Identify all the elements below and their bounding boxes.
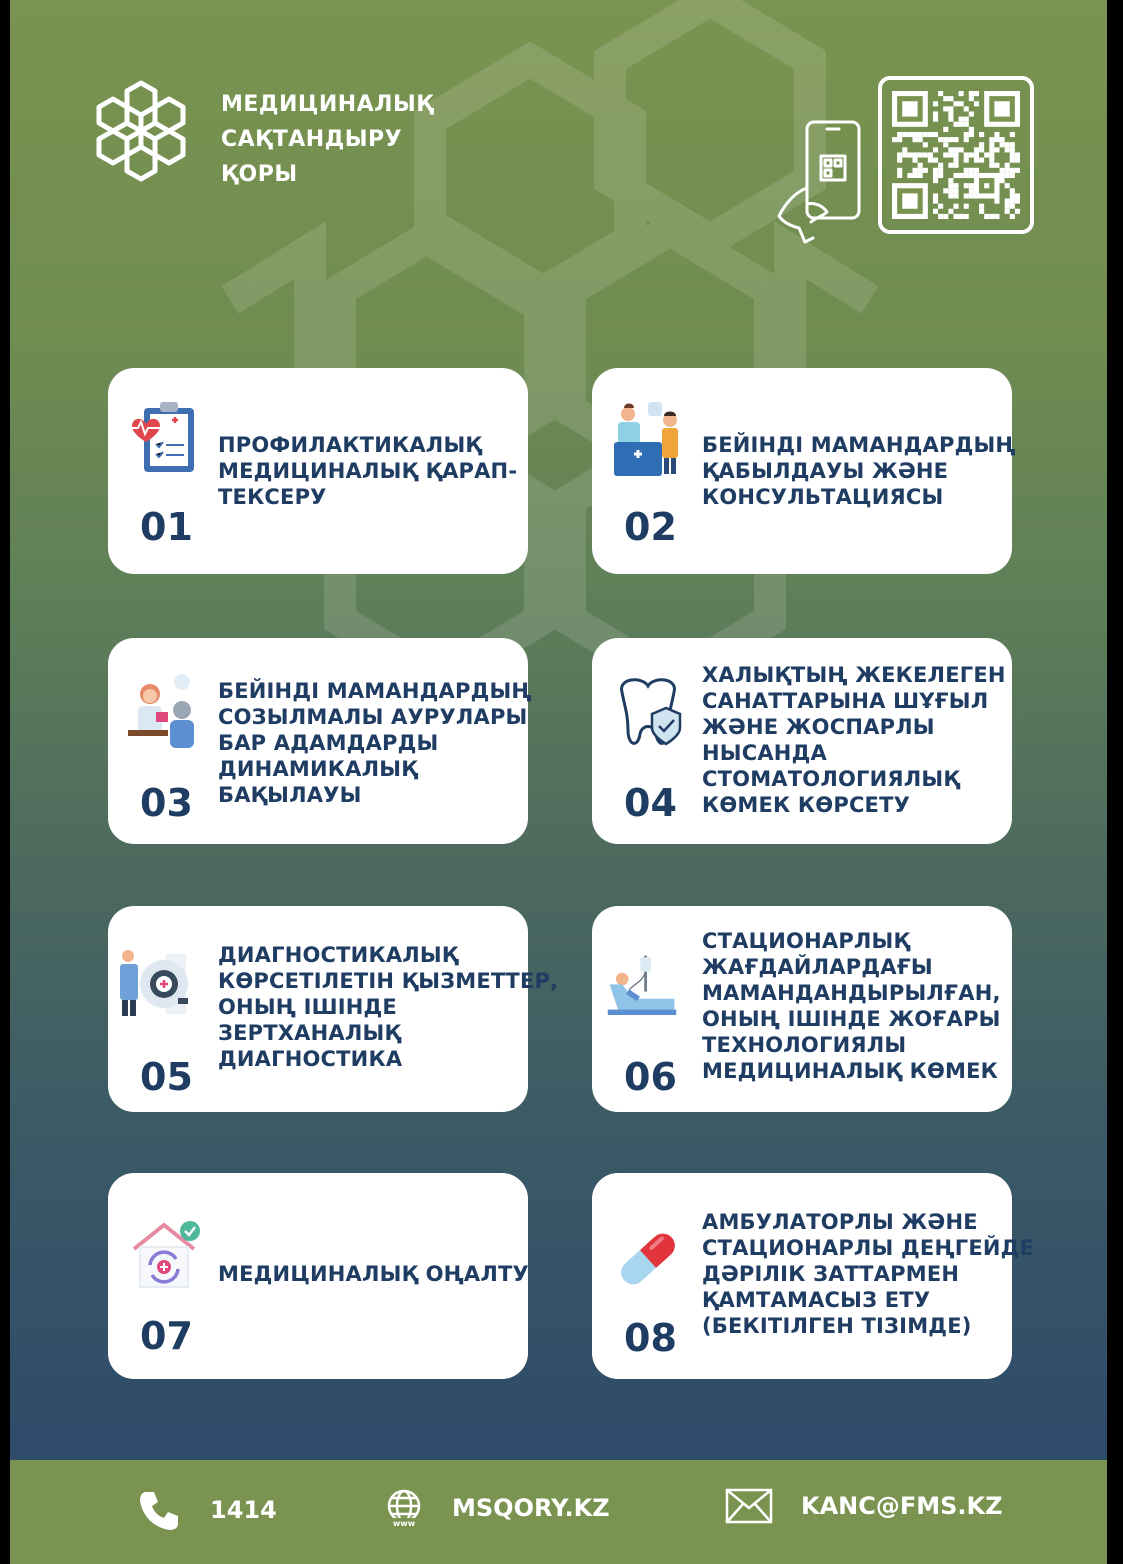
qr-module <box>1000 173 1005 178</box>
card-text <box>218 942 558 1072</box>
qr-module <box>918 152 923 157</box>
footer <box>10 1460 1107 1564</box>
card-line: ОНЫҢ ІШІНДЕ <box>218 995 397 1019</box>
card-line: СТАЦИОНАРЛЫ ДЕҢГЕЙДЕ <box>702 1236 1035 1260</box>
qr-module <box>1005 199 1010 204</box>
qr-module <box>964 173 969 178</box>
qr-module <box>933 158 938 163</box>
qr-module <box>943 214 948 219</box>
card-line: КӨМЕК КӨРСЕТУ <box>702 793 911 817</box>
card-line: ЖАҒДАЙЛАРДАҒЫ <box>702 955 933 979</box>
qr-module <box>943 137 948 142</box>
qr-module <box>943 127 948 132</box>
qr-module <box>918 163 923 168</box>
mri-scanner-icon <box>116 944 188 1024</box>
qr-module <box>897 173 902 178</box>
envelope-icon <box>725 1488 773 1524</box>
qr-module <box>897 158 902 163</box>
qr-module <box>943 152 948 157</box>
qr-module <box>943 188 948 193</box>
service-card-05 <box>108 906 559 1112</box>
qr-module <box>979 147 984 152</box>
qr-module <box>897 152 902 157</box>
qr-module <box>1010 199 1015 204</box>
qr-module <box>964 193 969 198</box>
qr-module <box>948 183 953 188</box>
card-line: ДӘРІЛІК ЗАТТАРМЕН <box>702 1262 960 1286</box>
qr-module <box>953 204 958 209</box>
card-line: ҚАБЫЛДАУЫ ЖӘНЕ <box>702 459 949 483</box>
phone-icon <box>138 1488 182 1532</box>
qr-module <box>974 168 979 173</box>
card-line: ХАЛЫҚТЫҢ ЖЕКЕЛЕГЕН <box>702 663 1006 687</box>
card-line: ЖӘНЕ ЖОСПАРЛЫ <box>702 715 935 739</box>
qr-module <box>953 152 958 157</box>
doctor-reception-icon <box>612 398 684 478</box>
qr-module <box>1005 204 1010 209</box>
qr-module <box>938 204 943 209</box>
qr-module <box>902 193 917 208</box>
qr-module <box>964 214 969 219</box>
qr-module <box>953 183 958 188</box>
card-line: ТЕХНОЛОГИЯЛЫ <box>702 1033 907 1057</box>
qr-module <box>1015 158 1020 163</box>
qr-module <box>902 152 907 157</box>
card-text <box>218 432 517 510</box>
qr-module <box>959 173 964 178</box>
qr-module <box>948 178 953 183</box>
qr-module <box>989 152 994 157</box>
qr-module <box>918 173 923 178</box>
qr-module <box>959 147 964 152</box>
qr-module <box>969 127 974 132</box>
qr-module <box>964 158 969 163</box>
qr-module <box>907 152 912 157</box>
card-line: СТОМАТОЛОГИЯЛЫҚ <box>702 767 960 791</box>
qr-module <box>938 173 943 178</box>
qr-module <box>897 168 902 173</box>
service-card-01 <box>108 368 528 574</box>
hospital-bed-icon <box>606 948 678 1028</box>
qr-module <box>1010 173 1015 178</box>
qr-module <box>1005 173 1010 178</box>
qr-module <box>938 137 943 142</box>
qr-module <box>1000 178 1005 183</box>
qr-module <box>933 209 938 214</box>
card-text <box>702 432 1016 510</box>
qr-module <box>902 132 907 137</box>
qr-module <box>933 147 938 152</box>
qr-module <box>938 91 943 96</box>
qr-module <box>918 132 923 137</box>
qr-module <box>994 101 1009 116</box>
globe-www-icon <box>384 1488 424 1528</box>
qr-module <box>964 122 969 127</box>
qr-module <box>918 168 923 173</box>
qr-module <box>907 173 912 178</box>
qr-module <box>948 111 953 116</box>
qr-module <box>969 111 974 116</box>
qr-module <box>912 168 917 173</box>
qr-module <box>1015 199 1020 204</box>
qr-module <box>994 132 999 137</box>
qr-module <box>892 137 897 142</box>
qr-module <box>1010 193 1015 198</box>
qr-module <box>912 137 917 142</box>
qr-module <box>923 152 928 157</box>
brand-line: САҚТАНДЫРУ <box>221 127 403 152</box>
qr-module <box>1015 193 1020 198</box>
qr-module <box>948 96 953 101</box>
qr-module <box>969 183 974 188</box>
qr-module <box>933 132 938 137</box>
qr-module <box>928 158 933 163</box>
qr-module <box>918 137 923 142</box>
qr-module <box>912 173 917 178</box>
qr-module <box>979 142 984 147</box>
qr-module <box>953 193 958 198</box>
qr-module <box>989 214 994 219</box>
qr-module <box>943 96 948 101</box>
qr-module <box>897 137 902 142</box>
card-line: САНАТТАРЫНА ШҰҒЫЛ <box>702 689 989 713</box>
clipboard-heart-icon <box>128 398 200 478</box>
doctor-patient-icon <box>128 672 200 752</box>
qr-module <box>984 152 989 157</box>
qr-module <box>1015 152 1020 157</box>
qr-module <box>1000 137 1005 142</box>
card-line: ҚАМТАМАСЫЗ ЕТУ <box>702 1288 931 1312</box>
qr-module <box>964 183 969 188</box>
qr-module <box>979 132 984 137</box>
qr-module <box>969 96 974 101</box>
footer-website[interactable] <box>384 1488 610 1528</box>
qr-module <box>994 214 999 219</box>
qr-module <box>964 117 969 122</box>
qr-module <box>948 106 953 111</box>
card-line: АМБУЛАТОРЛЫ ЖӘНЕ <box>702 1210 978 1234</box>
qr-module <box>979 209 984 214</box>
qr-module <box>964 152 969 157</box>
card-line: ОНЫҢ ІШІНДЕ ЖОҒАРЫ <box>702 1007 1001 1031</box>
qr-module <box>964 168 969 173</box>
qr-module <box>948 188 953 193</box>
qr-code[interactable] <box>878 76 1034 234</box>
qr-module <box>964 204 969 209</box>
qr-module <box>953 101 958 106</box>
qr-module <box>984 183 989 188</box>
qr-module <box>974 101 979 106</box>
card-line: ДИНАМИКАЛЫҚ <box>218 757 418 781</box>
qr-module <box>897 132 902 137</box>
qr-module <box>964 137 969 142</box>
card-number: 03 <box>140 781 193 825</box>
qr-module <box>948 117 953 122</box>
qr-module <box>1010 168 1015 173</box>
card-line: СТАЦИОНАРЛЫҚ <box>702 929 910 953</box>
qr-module <box>933 168 938 173</box>
service-card-02 <box>592 368 1016 574</box>
qr-module <box>994 137 999 142</box>
card-number: 06 <box>624 1055 677 1099</box>
card-text <box>702 1209 1034 1339</box>
qr-module <box>974 147 979 152</box>
qr-module <box>953 214 958 219</box>
qr-module <box>948 152 953 157</box>
qr-module <box>959 122 964 127</box>
qr-module <box>953 163 958 168</box>
qr-module <box>1010 214 1015 219</box>
qr-module <box>953 188 958 193</box>
qr-module <box>969 91 974 96</box>
qr-module <box>969 173 974 178</box>
card-number: 08 <box>624 1316 677 1360</box>
qr-module <box>959 214 964 219</box>
qr-module <box>994 163 999 168</box>
qr-module <box>938 214 943 219</box>
qr-module <box>953 158 958 163</box>
brand-header <box>85 75 434 192</box>
qr-module <box>994 199 999 204</box>
pill-capsule-icon <box>612 1219 684 1299</box>
qr-module <box>989 142 994 147</box>
snowflake-hexagon-logo-icon <box>85 75 197 187</box>
qr-module <box>969 188 974 193</box>
qr-module <box>989 137 994 142</box>
card-line: ПРОФИЛАКТИКАЛЫҚ <box>218 433 482 457</box>
card-line: СОЗЫЛМАЛЫ АУРУЛАРЫ <box>218 705 528 729</box>
qr-module <box>923 142 928 147</box>
qr-module <box>969 193 974 198</box>
qr-module <box>1015 209 1020 214</box>
qr-module <box>912 158 917 163</box>
qr-module <box>1010 158 1015 163</box>
poster <box>10 0 1107 1564</box>
card-text <box>218 1261 529 1287</box>
qr-module <box>1000 168 1005 173</box>
qr-module <box>989 163 994 168</box>
card-number: 05 <box>140 1055 193 1099</box>
qr-module <box>989 158 994 163</box>
qr-module <box>979 204 984 209</box>
qr-module <box>1010 152 1015 157</box>
qr-module <box>948 137 953 142</box>
brand-line: МЕДИЦИНАЛЫҚ <box>221 92 434 117</box>
qr-module <box>974 91 979 96</box>
qr-module <box>1000 142 1005 147</box>
service-card-06 <box>592 906 1012 1112</box>
qr-module <box>964 106 969 111</box>
qr-module <box>1010 204 1015 209</box>
hand-phone-scan-icon <box>775 118 865 248</box>
qr-module <box>933 117 938 122</box>
brand-name <box>221 87 434 192</box>
qr-code-icon <box>892 90 1020 220</box>
website-link[interactable]: MSQORY.KZ <box>452 1494 610 1522</box>
card-line: НЫСАНДА <box>702 741 827 765</box>
service-card-03 <box>108 638 532 844</box>
qr-module <box>948 163 953 168</box>
service-card-07 <box>108 1173 528 1379</box>
qr-module <box>1005 183 1010 188</box>
tooth-shield-icon <box>612 674 684 754</box>
qr-module <box>969 132 974 137</box>
qr-module <box>994 147 999 152</box>
qr-module <box>912 132 917 137</box>
qr-module <box>933 193 938 198</box>
footer-email[interactable] <box>725 1488 1003 1524</box>
qr-module <box>948 209 953 214</box>
qr-module <box>953 173 958 178</box>
qr-module <box>912 152 917 157</box>
qr-module <box>959 117 964 122</box>
qr-module <box>933 199 938 204</box>
card-line: (БЕКІТІЛГЕН ТІЗІМДЕ) <box>702 1314 972 1338</box>
card-line: БАҚЫЛАУЫ <box>218 783 362 807</box>
qr-module <box>953 137 958 142</box>
card-line: МЕДИЦИНАЛЫҚ ОҢАЛТУ <box>218 1262 529 1286</box>
phone-number: 1414 <box>210 1496 277 1524</box>
card-text <box>702 662 1006 818</box>
card-line: ДИАГНОСТИКА <box>218 1047 403 1071</box>
qr-module <box>953 147 958 152</box>
card-line: БЕЙІНДІ МАМАНДАРДЫҢ <box>218 679 532 703</box>
qr-module <box>969 152 974 157</box>
qr-module <box>959 91 964 96</box>
qr-module <box>907 132 912 137</box>
card-text <box>702 928 1001 1084</box>
qr-module <box>928 152 933 157</box>
qr-module <box>1005 163 1010 168</box>
card-line: БЕЙІНДІ МАМАНДАРДЫҢ <box>702 433 1016 457</box>
email-link[interactable]: KANC@FMS.KZ <box>801 1492 1003 1520</box>
card-line: БАР АДАМДАРДЫ <box>218 731 439 755</box>
card-line: ТЕКСЕРУ <box>218 485 327 509</box>
card-line: МЕДИЦИНАЛЫҚ КӨМЕК <box>702 1059 999 1083</box>
qr-module <box>1010 132 1015 137</box>
qr-module <box>1010 142 1015 147</box>
qr-module <box>979 158 984 163</box>
qr-module <box>974 158 979 163</box>
qr-module <box>928 132 933 137</box>
qr-module <box>948 147 953 152</box>
card-number: 04 <box>624 781 677 825</box>
qr-module <box>969 168 974 173</box>
card-line: КӨРСЕТІЛЕТІН ҚЫЗМЕТТЕР, <box>218 969 559 993</box>
card-number: 02 <box>624 505 677 549</box>
qr-module <box>943 106 948 111</box>
qr-module <box>902 101 917 116</box>
footer-phone[interactable] <box>138 1488 277 1532</box>
card-line: МЕДИЦИНАЛЫҚ ҚАРАП- <box>218 459 518 483</box>
qr-module <box>943 142 948 147</box>
home-rehab-icon <box>128 1217 200 1297</box>
qr-module <box>933 111 938 116</box>
card-number: 07 <box>140 1314 193 1358</box>
qr-module <box>964 132 969 137</box>
qr-module <box>933 178 938 183</box>
qr-module <box>1015 168 1020 173</box>
brand-line: ҚОРЫ <box>221 162 298 187</box>
card-line: МАМАНДАНДЫРЫЛҒАН, <box>702 981 1001 1005</box>
qr-module <box>953 122 958 127</box>
qr-module <box>959 101 964 106</box>
qr-module <box>933 101 938 106</box>
qr-module <box>1005 147 1010 152</box>
qr-module <box>948 193 953 198</box>
qr-module <box>923 168 928 173</box>
card-text <box>218 678 532 808</box>
card-number: 01 <box>140 505 193 549</box>
service-card-08 <box>592 1173 1035 1379</box>
qr-module <box>938 163 943 168</box>
card-line: ЗЕРТХАНАЛЫҚ <box>218 1021 401 1045</box>
qr-module <box>1010 147 1015 152</box>
qr-module <box>938 168 943 173</box>
qr-module <box>1005 168 1010 173</box>
qr-module <box>923 132 928 137</box>
qr-module <box>974 152 979 157</box>
svg-text:www: www <box>392 1519 416 1528</box>
qr-module <box>1010 188 1015 193</box>
qr-module <box>902 147 907 152</box>
qr-module <box>984 214 989 219</box>
service-card-04 <box>592 638 1012 844</box>
qr-module <box>989 147 994 152</box>
qr-module <box>1005 209 1010 214</box>
card-line: ДИАГНОСТИКАЛЫҚ <box>218 943 459 967</box>
card-line: КОНСУЛЬТАЦИЯСЫ <box>702 485 944 509</box>
qr-module <box>1005 142 1010 147</box>
qr-module <box>933 173 938 178</box>
